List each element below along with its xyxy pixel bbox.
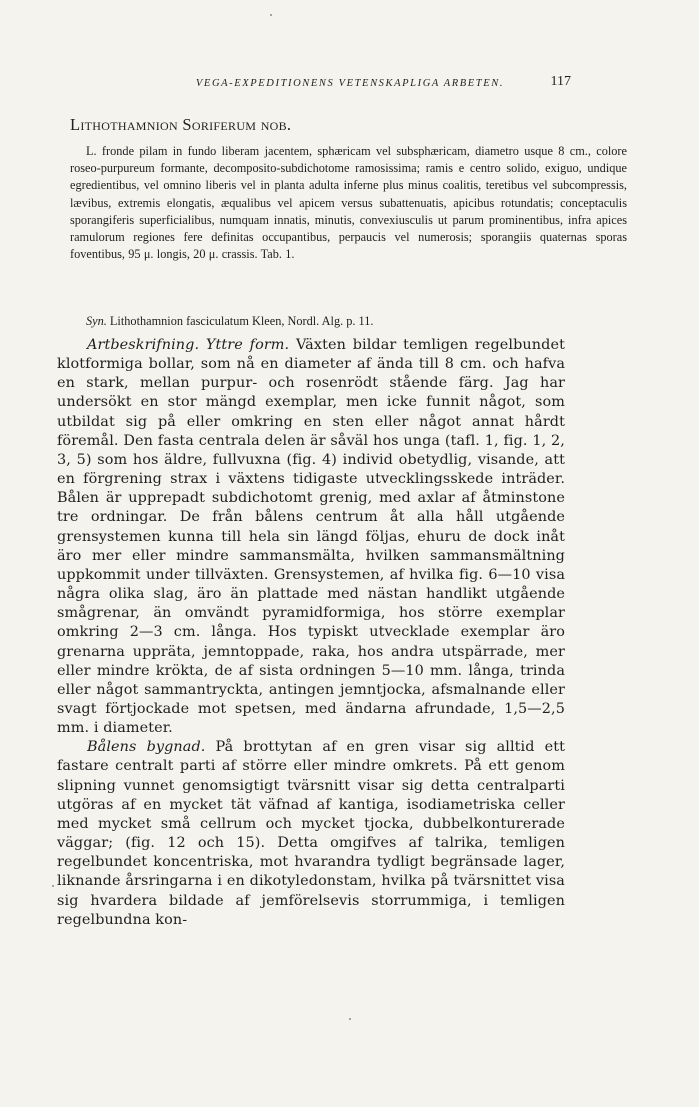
synonym-label: Syn. xyxy=(86,314,107,328)
synonym-text: Lithothamnion fasciculatum Kleen, Nordl. Alg. p. 11. xyxy=(109,314,374,328)
latin-description-text: L. fronde pilam in fundo liberam jacentem, sphæricam vel subsphæricam, diametro usque 8 cm., colore roseo-purpureum formante, decomposito-subdichotome ramosissima; ramis e centro solido, exiguo, undique egredientibus, vel omnino liberis vel in planta adulta inferne plus minus coalitis, teretibus vel subcompressis, lævibus, extremis elongatis, æqualibus vel apicem versus subattenuatis, apicibus rotundatis; conceptaculis sporangiferis superficialibus, numquam innatis, minutis, convexiusculis ut parum prominentibus, infra apices ramulorum regiones fere definitas occupantibus, perpaucis vel numerosis; sporangiis quaternas sporas foventibus, 95 μ. longis, 20 μ. crassis. Tab. 1. xyxy=(70,144,627,262)
section-label-balens-bygnad: Bålens bygnad. xyxy=(87,739,206,756)
paper-speck xyxy=(270,14,272,16)
synonym-line xyxy=(86,314,606,329)
paragraph-external-form-text: Växten bildar temligen regelbundet klotformiga bollar, som nå en diameter af ända till 8 cm. och hafva en stark, mellan purpur- och rosenrödt stående färg. Jag har undersökt en stor mängd exemplar, men icke funnit något, som utbildat sig på eller omkring en sten eller något annat hårdt föremål. Den fasta centrala delen är såväl hos unga (tafl. 1, fig. 1, 2, 3, 5) som hos äldre, fullvuxna (fig. 4) individ obetydlig, visande, att en förgrening strax i växtens tidigaste utvecklingsskede inträder. Bålen är upprepadt subdichotomt grenig, med axlar af åtminstone tre ordningar. De från bålens centrum åt alla håll utgående grensystemen kunna till hela sin längd följas, ehuru de dock inåt äro mer eller mindre sammansmälta, hvilken sammansmältning uppkommit under tillväxten. Grensystemen, af hvilka fig. 6—10 visa några olika slag, äro än plattade med nästan handlikt utgående smågrenar, än omvändt pyramidformiga, hos större exemplar omkring 2—3 cm. långa. Hos typiskt utvecklade exemplar äro grenarna uppräta, jemntoppade, raka, hos andra utspärrade, mer eller mindre krökta, de af sista ordningen 5—10 mm. långa, trinda eller något sammantryckta, antingen jemntjocka, afsmalnande eller svagt förtjockade mot spetsen, med ändarna afrundade, 1,5—2,5 mm. i diameter. xyxy=(57,337,565,737)
section-label-artbeskrifning: Artbeskrifning. xyxy=(87,337,200,353)
paragraph-external-form xyxy=(57,336,565,738)
section-label-yttre-form: Yttre form. xyxy=(205,337,290,353)
latin-description xyxy=(70,143,627,263)
species-title: Lithothamnion Soriferum nob. xyxy=(70,115,292,134)
paragraph-thallus-structure-text: På brottytan af en gren visar sig alltid ett fastare centralt parti af större eller mindre omkrets. På ett genom slipning vunnet genomsigtigt tvärsnitt visar sig detta centralparti utgöras af en mycket tät väfnad af kantiga, isodiametriska celler med mycket små cellrum och mycket tjocka, dubbelkonturerade väggar; (fig. 12 och 15). Detta omgifves af talrika, temligen regelbundet koncentriska, mot hvarandra tydligt begränsade lager, liknande årsringarna i en dikotyledonstam, hvilka på tvärsnittet visa sig hvardera bildade af jemförelsevis storrummiga, i temligen regelbundna kon- xyxy=(57,739,565,928)
paper-speck xyxy=(52,885,54,887)
paragraph-thallus-structure xyxy=(57,738,565,930)
running-header: VEGA-EXPEDITIONENS VETENSKAPLIGA ARBETEN. xyxy=(195,78,505,89)
page-number: 117 xyxy=(550,74,571,89)
swedish-description xyxy=(57,336,565,930)
paper-speck xyxy=(349,1018,351,1020)
